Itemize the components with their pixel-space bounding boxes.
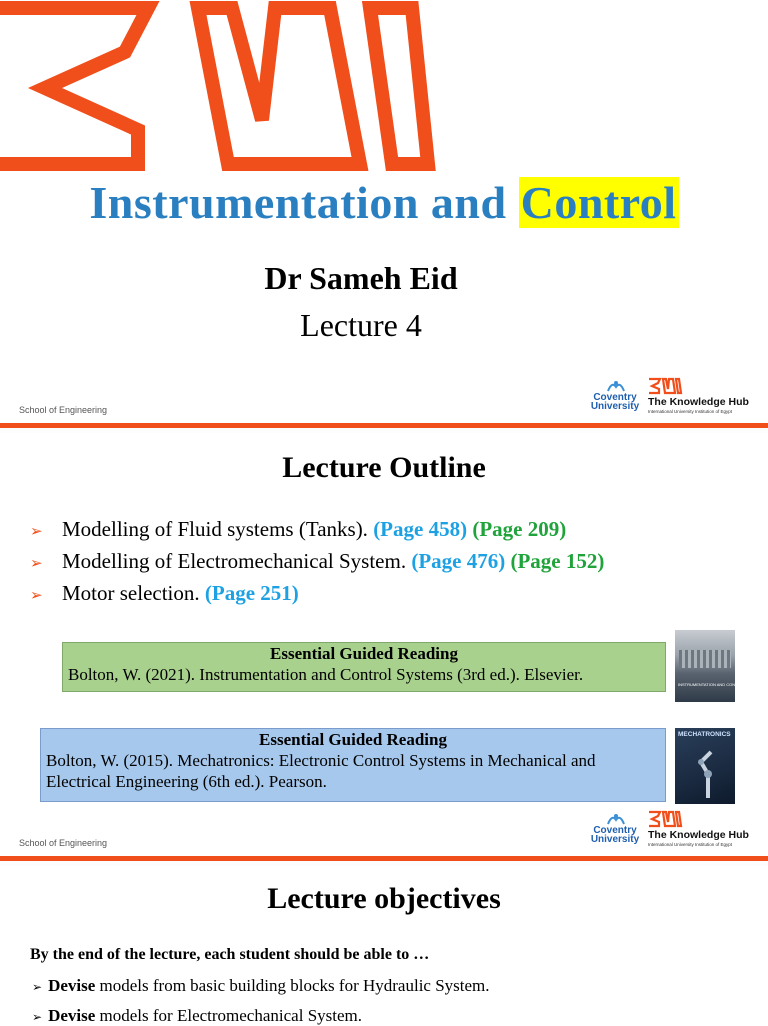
footer-logos <box>590 377 760 419</box>
lecture-number: Lecture 4 <box>300 307 422 343</box>
knowledge-hub-title: The Knowledge Hub <box>648 396 749 408</box>
arrow-bullet-icon: ➢ <box>30 586 43 604</box>
coventry-logo-icon <box>606 379 626 393</box>
footer-school: School of Engineering <box>19 838 108 848</box>
knowledge-hub-logo-icon <box>648 810 684 828</box>
reading-citation: Bolton, W. (2015). Mechatronics: Electronic Control Systems in Mechanical and Electrical Engineering (6th ed.). Pearson. <box>46 751 596 791</box>
arrow-bullet-icon: ➢ <box>30 522 43 540</box>
book-cover-label: MECHATRONICS <box>678 731 731 738</box>
title-slide <box>0 0 768 423</box>
knowledge-hub-title: The Knowledge Hub <box>648 829 749 841</box>
knowledge-hub-subtitle: International University Institution of Egypt <box>648 842 733 847</box>
book-cover-mechatronics <box>675 728 735 804</box>
reading-box-mechatronics <box>40 728 666 802</box>
objectives-intro: By the end of the lecture, each student should be able to … <box>30 946 430 963</box>
list-item: ➢ Motor selection. (Page 251) <box>30 581 299 605</box>
reading-heading: Essential Guided Reading <box>270 644 458 663</box>
knowledge-hub-logo-icon <box>648 377 684 395</box>
list-item: ➢ Devise models for Electromechanical System. <box>32 1006 363 1025</box>
arrow-bullet-icon: ➢ <box>30 554 43 572</box>
reading-heading: Essential Guided Reading <box>259 730 447 749</box>
course-title: Instrumentation and Control <box>89 177 677 228</box>
outline-title: Lecture Outline <box>282 451 486 484</box>
outline-slide <box>0 433 768 856</box>
slide-separator <box>0 856 768 866</box>
list-item: ➢ Modelling of Electromechanical System. (Page 476) (Page 152) <box>30 549 605 573</box>
arrow-bullet-icon: ➢ <box>32 1010 43 1024</box>
knowledge-hub-logo-large <box>0 0 440 172</box>
reading-citation: Bolton, W. (2021). Instrumentation and Control Systems (3rd ed.). Elsevier. <box>68 665 584 684</box>
list-item: ➢ Modelling of Fluid systems (Tanks). (Page 458) (Page 209) <box>30 517 567 541</box>
coventry-wordmark: Coventry University <box>590 825 640 845</box>
knowledge-hub-subtitle: International University Institution of Egypt <box>648 409 733 414</box>
book-cover-instrumentation <box>675 630 766 702</box>
slide-separator <box>0 423 768 433</box>
reading-box-instrumentation <box>62 642 666 692</box>
author-name: Dr Sameh Eid <box>264 260 458 296</box>
footer-logos <box>590 810 760 852</box>
robot-arm-icon <box>693 744 723 798</box>
list-item: ➢ Devise models from basic building blocks for Hydraulic System. <box>32 976 490 995</box>
arrow-bullet-icon: ➢ <box>32 980 43 994</box>
book-cover-label: INSTRUMENTATION AND CONTROL SYSTEMS <box>678 682 766 687</box>
footer-school: School of Engineering <box>19 405 108 415</box>
outline-list <box>30 517 604 613</box>
objectives-title: Lecture objectives <box>267 882 501 915</box>
coventry-wordmark: Coventry University <box>590 392 640 412</box>
objectives-slide <box>0 866 768 1024</box>
coventry-logo-icon <box>606 812 626 826</box>
